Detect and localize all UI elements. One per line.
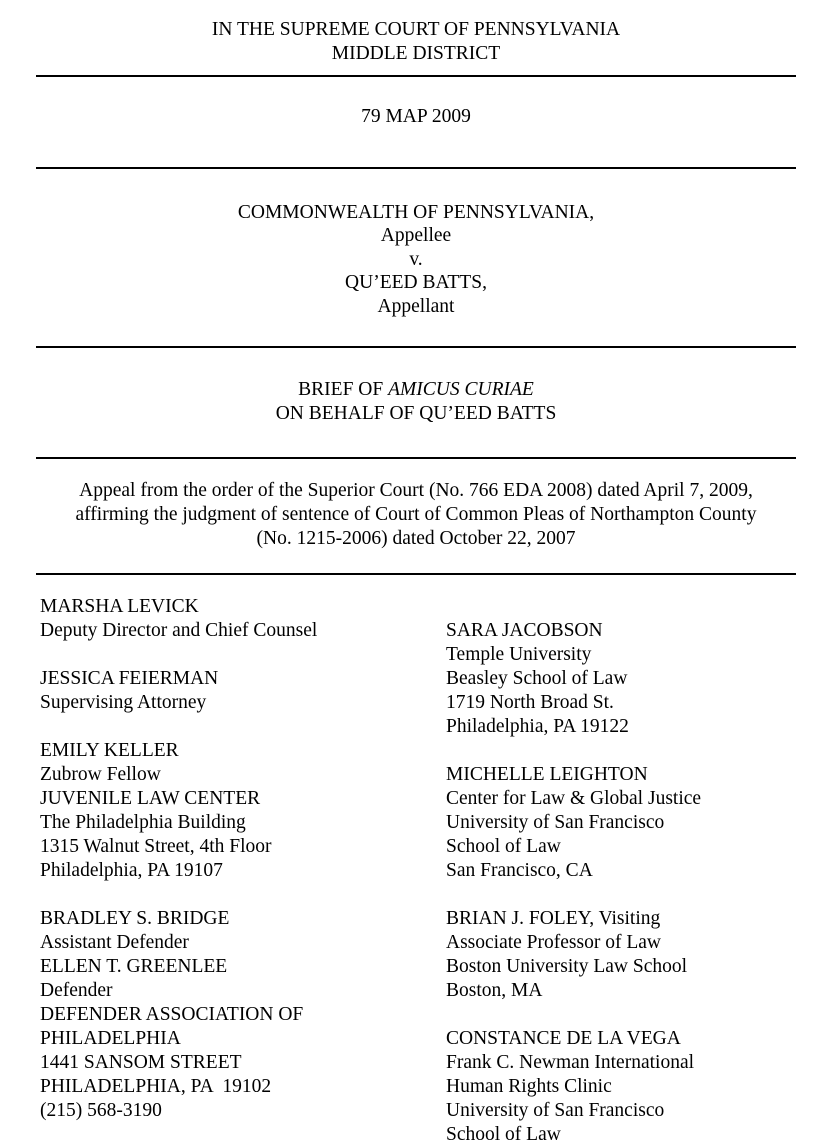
counsel-organization: Beasley School of Law [446, 668, 628, 689]
appeal-statement-line-3: (No. 1215-2006) dated October 22, 2007 [256, 528, 576, 549]
counsel-organization: School of Law [446, 836, 561, 857]
court-name: IN THE SUPREME COURT OF PENNSYLVANIA [211, 19, 621, 40]
counsel-address: 1719 North Broad St. [446, 692, 614, 713]
counsel-organization: JUVENILE LAW CENTER [40, 788, 261, 809]
counsel-organization: Center for Law & Global Justice [446, 788, 702, 809]
counsel-name: EMILY KELLER [40, 740, 179, 761]
brief-title-prefix: BRIEF OF [298, 379, 389, 400]
docket-number: 79 MAP 2009 [361, 106, 471, 127]
counsel-detail: Supervising Attorney [40, 692, 207, 713]
counsel-block [446, 907, 826, 1003]
counsel-organization: University of San Francisco [446, 1100, 665, 1121]
caption-defendant-role: Appellant [377, 295, 455, 317]
counsel-address: 1315 Walnut Street, 4th Floor [40, 836, 272, 857]
counsel-name: BRIAN J. FOLEY, Visiting [446, 908, 661, 929]
counsel-name: JESSICA FEIERMAN [40, 668, 219, 689]
brief-title [36, 348, 796, 457]
counsel-organization: Human Rights Clinic [446, 1076, 612, 1097]
appeal-statement-line-1: Appeal from the order of the Superior Court (No. 766 EDA 2008) dated April 7, 2009, [79, 480, 753, 501]
counsel-address: Boston, MA [446, 980, 543, 1001]
caption-plaintiff: COMMONWEALTH OF PENNSYLVANIA, [237, 201, 595, 223]
counsel-block [446, 1027, 826, 1147]
counsel-organization: DEFENDER ASSOCIATION OF [40, 1004, 304, 1025]
counsel-name: CONSTANCE DE LA VEGA [446, 1028, 681, 1049]
counsel-block [446, 619, 826, 739]
counsel-block [40, 595, 430, 643]
counsel-organization: University of San Francisco [446, 812, 665, 833]
counsel-detail: Deputy Director and Chief Counsel [40, 620, 318, 641]
appeal-statement [36, 459, 796, 573]
counsel-name: BRADLEY S. BRIDGE [40, 908, 230, 929]
counsel-name: MARSHA LEVICK [40, 596, 199, 617]
caption-versus: v. [409, 248, 423, 270]
counsel-block [40, 667, 430, 715]
counsel-address: Philadelphia, PA 19107 [40, 860, 223, 881]
counsel-block [40, 739, 430, 883]
case-caption [36, 169, 796, 347]
counsel-detail: Defender [40, 980, 113, 1001]
counsel-organization: School of Law [446, 1124, 561, 1145]
court-header [36, 0, 796, 75]
counsel-column-right [446, 595, 826, 1147]
counsel-address: PHILADELPHIA, PA 19102 [40, 1076, 272, 1097]
counsel-address: 1441 SANSOM STREET [40, 1052, 242, 1073]
counsel-block [446, 763, 826, 883]
counsel-column-left [40, 595, 430, 1123]
counsel-phone: (215) 568-3190 [40, 1100, 162, 1121]
counsel-organization: Boston University Law School [446, 956, 688, 977]
brief-title-amicus-curiae: AMICUS CURIAE [388, 379, 534, 400]
counsel-detail: Zubrow Fellow [40, 764, 161, 785]
counsel-block [40, 907, 430, 1123]
counsel-detail: Associate Professor of Law [446, 932, 661, 953]
counsel-organization: PHILADELPHIA [40, 1028, 181, 1049]
counsel-name: ELLEN T. GREENLEE [40, 956, 228, 977]
caption-defendant: QU’EED BATTS, [345, 272, 487, 293]
divider-rule-5 [36, 573, 796, 575]
counsel-address: Philadelphia, PA 19122 [446, 716, 629, 737]
counsel-organization: Temple University [446, 644, 592, 665]
caption-plaintiff-role: Appellee [380, 225, 452, 246]
counsel-name: SARA JACOBSON [446, 620, 603, 641]
brief-title-line-1 [36, 378, 796, 402]
brief-title-line-2: ON BEHALF OF QU’EED BATTS [275, 402, 557, 424]
docket-section [36, 77, 796, 167]
counsel-detail: Assistant Defender [40, 932, 189, 953]
counsel-organization: Frank C. Newman International [446, 1052, 695, 1073]
appeal-statement-line-2: affirming the judgment of sentence of Court of Common Pleas of Northampton County [75, 504, 757, 525]
counsel-detail: The Philadelphia Building [40, 812, 246, 833]
counsel-address: San Francisco, CA [446, 860, 593, 881]
counsel-listing [0, 595, 832, 1148]
counsel-name: MICHELLE LEIGHTON [446, 764, 648, 785]
court-district: MIDDLE DISTRICT [331, 42, 501, 64]
